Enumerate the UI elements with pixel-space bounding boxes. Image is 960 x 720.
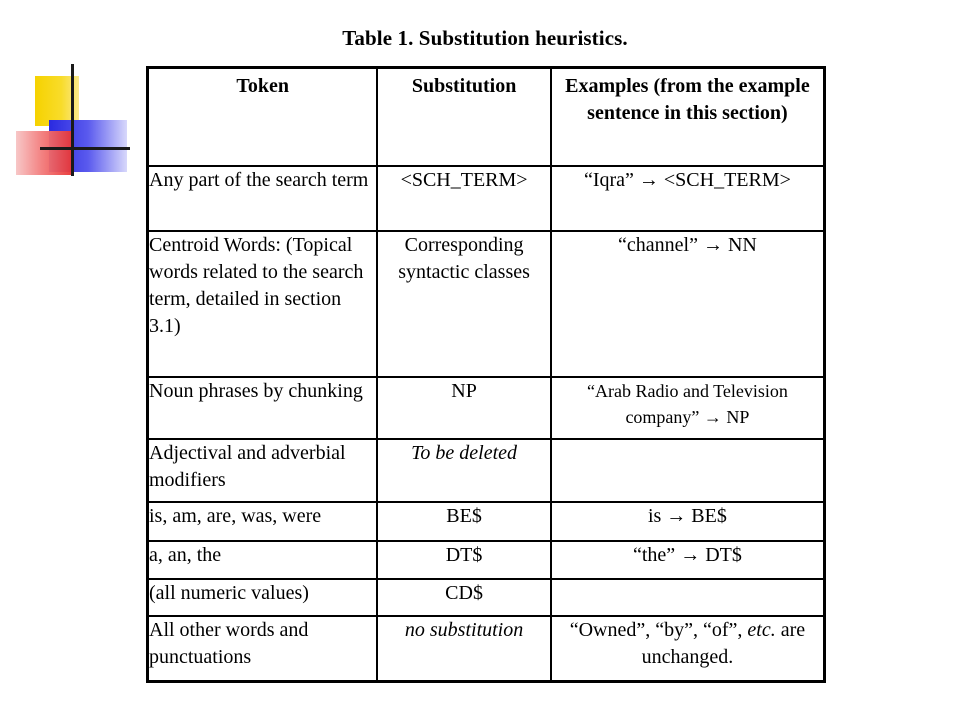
example-cell: is → BE$ (551, 502, 825, 541)
table-header-row (148, 68, 825, 167)
substitution-cell: Corresponding syntactic classes (377, 231, 551, 377)
substitution-cell: CD$ (377, 579, 551, 616)
table-row (148, 166, 825, 231)
substitution-cell: BE$ (377, 502, 551, 541)
table-row (148, 616, 825, 682)
header-token: Token (148, 68, 378, 167)
header-substitution: Substitution (377, 68, 551, 167)
red-square-decoration (16, 131, 74, 175)
token-cell: a, an, the (148, 541, 378, 579)
table-row (148, 502, 825, 541)
example-cell (551, 616, 825, 682)
example-text: “Owned”, “by”, “of”, (569, 619, 748, 641)
example-cell: “Iqra” → <SCH_TERM> (551, 166, 825, 231)
example-cell (551, 439, 825, 502)
table-row (148, 579, 825, 616)
example-cell: “channel” → NN (551, 231, 825, 377)
table-caption: Table 1. Substitution heuristics. (342, 26, 628, 50)
substitution-cell: DT$ (377, 541, 551, 579)
header-examples: Examples (from the example sentence in this section) (551, 68, 825, 167)
token-cell: Any part of the search term (148, 166, 378, 231)
example-cell: “Arab Radio and Television company” → NP (551, 377, 825, 439)
token-cell: Centroid Words: (Topical words related to the search term, detailed in section 3.1) (148, 231, 378, 377)
substitution-cell: To be deleted (377, 439, 551, 502)
table-row (148, 541, 825, 579)
token-cell: Noun phrases by chunking (148, 377, 378, 439)
substitution-heuristics-table (146, 66, 826, 683)
example-cell: “the” → DT$ (551, 541, 825, 579)
table-row (148, 231, 825, 377)
token-cell: Adjectival and adverbial modifiers (148, 439, 378, 502)
example-text-end: are unchanged. (641, 619, 806, 668)
table-row (148, 377, 825, 439)
horizontal-line-decoration (40, 147, 130, 150)
substitution-cell: NP (377, 377, 551, 439)
example-cell (551, 579, 825, 616)
vertical-line-decoration (71, 64, 74, 176)
example-etc: etc. (747, 619, 776, 641)
token-cell: All other words and punctuations (148, 616, 378, 682)
token-cell: is, am, are, was, were (148, 502, 378, 541)
token-cell: (all numeric values) (148, 579, 378, 616)
substitution-cell: <SCH_TERM> (377, 166, 551, 231)
table-row (148, 439, 825, 502)
substitution-cell: no substitution (377, 616, 551, 682)
